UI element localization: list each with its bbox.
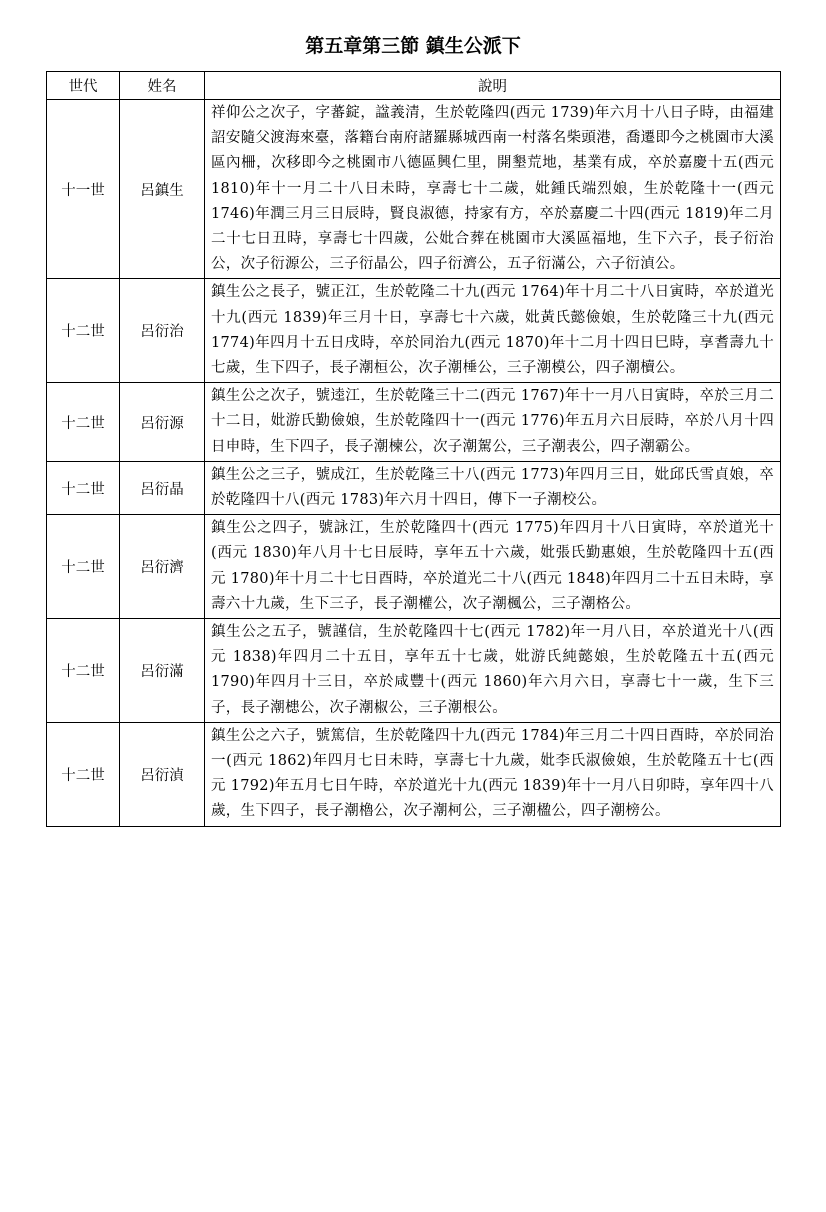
name-cell: 呂衍濟 (120, 515, 205, 619)
description-cell: 祥仰公之次子，字蕃錠，諡義清，生於乾隆四(西元 1739)年六月十八日子時，由福建詔安隨父渡海來臺，落籍台南府諸羅縣城西南一村落名柴頭港，喬遷即今之桃園市大溪區內柵，次移即今之桃園市八德區興仁里，開墾荒地，基業有成，卒於嘉慶十五(西元 1810)年十一月二十八日未時，享壽七十二歲，妣鍾氏端烈娘，生於乾隆十一(西元 1746)年潤三月三日辰時，賢良淑德，持家有方，卒於嘉慶二十四(西元 1819)年二月二十七日丑時，享壽七十四歲，公妣合葬在桃園市大溪區福地，生下六子，長子衍治公，次子衍源公，三子衍晶公，四子衍濟公，五子衍滿公，六子衍湞公。 (205, 100, 781, 279)
table-row (47, 722, 781, 826)
table-row (47, 619, 781, 723)
description-cell: 鎮生公之四子，號詠江，生於乾隆四十(西元 1775)年四月十八日寅時，卒於道光十(西元 1830)年八月十七日辰時，享年五十六歲，妣張氏勤惠娘，生於乾隆四十五(西元 1780)年十月二十七日酉時，卒於道光二十八(西元 1848)年四月二十五日未時，享壽六十九歲，生下三子，長子潮權公，次子潮楓公，三子潮格公。 (205, 515, 781, 619)
name-cell: 呂衍治 (120, 279, 205, 383)
generation-cell: 十二世 (47, 279, 120, 383)
generation-cell: 十一世 (47, 100, 120, 279)
description-cell: 鎮生公之六子，號篤信，生於乾隆四十九(西元 1784)年三月二十四日酉時，卒於同治一(西元 1862)年四月七日未時，享壽七十九歲，妣李氏淑儉娘，生於乾隆五十七(西元 1792)年五月七日午時，卒於道光十九(西元 1839)年十一月八日卯時，享年四十八歲，生下四子，長子潮櫓公，次子潮柯公，三子潮楹公，四子潮榜公。 (205, 722, 781, 826)
description-cell: 鎮生公之次子，號逵江，生於乾隆三十二(西元 1767)年十一月八日寅時，卒於三月二十二日，妣游氏勤儉娘，生於乾隆四十一(西元 1776)年五月六日辰時，卒於八月十四日申時，生下四子，長子潮楝公，次子潮駕公，三子潮表公，四子潮霸公。 (205, 383, 781, 462)
generation-cell: 十二世 (47, 383, 120, 462)
generation-cell: 十二世 (47, 722, 120, 826)
description-cell: 鎮生公之三子，號成江，生於乾隆三十八(西元 1773)年四月三日，妣邱氏雪貞娘，卒於乾隆四十八(西元 1783)年六月十四日，傳下一子潮校公。 (205, 461, 781, 514)
table-row (47, 515, 781, 619)
name-cell: 呂衍滿 (120, 619, 205, 723)
name-cell: 呂鎮生 (120, 100, 205, 279)
table-row (47, 279, 781, 383)
header-name: 姓名 (120, 72, 205, 100)
table-row (47, 461, 781, 514)
table-row (47, 100, 781, 279)
generation-cell: 十二世 (47, 619, 120, 723)
description-cell: 鎮生公之五子，號謹信，生於乾隆四十七(西元 1782)年一月八日，卒於道光十八(西元 1838)年四月二十五日，享年五十七歲，妣游氏純懿娘，生於乾隆五十五(西元 1790)年四月十三日，卒於咸豐十(西元 1860)年六月六日，享壽七十一歲，生下三子，長子潮槵公，次子潮椒公，三子潮根公。 (205, 619, 781, 723)
name-cell: 呂衍源 (120, 383, 205, 462)
generation-cell: 十二世 (47, 515, 120, 619)
table-row (47, 383, 781, 462)
header-description: 說明 (205, 72, 781, 100)
name-cell: 呂衍晶 (120, 461, 205, 514)
description-cell: 鎮生公之長子，號正江，生於乾隆二十九(西元 1764)年十月二十八日寅時，卒於道光十九(西元 1839)年三月十日，享壽七十六歲，妣黃氏懿儉娘，生於乾隆三十九(西元 1774)年四月十五日戌時，卒於同治九(西元 1870)年十二月十四日巳時，享耆壽九十七歲，生下四子，長子潮桓公，次子潮棰公，三子潮模公，四子潮櫝公。 (205, 279, 781, 383)
header-generation: 世代 (47, 72, 120, 100)
genealogy-table (46, 71, 781, 827)
name-cell: 呂衍湞 (120, 722, 205, 826)
generation-cell: 十二世 (47, 461, 120, 514)
table-header-row (47, 72, 781, 100)
page-title: 第五章第三節 鎮生公派下 (305, 35, 521, 57)
